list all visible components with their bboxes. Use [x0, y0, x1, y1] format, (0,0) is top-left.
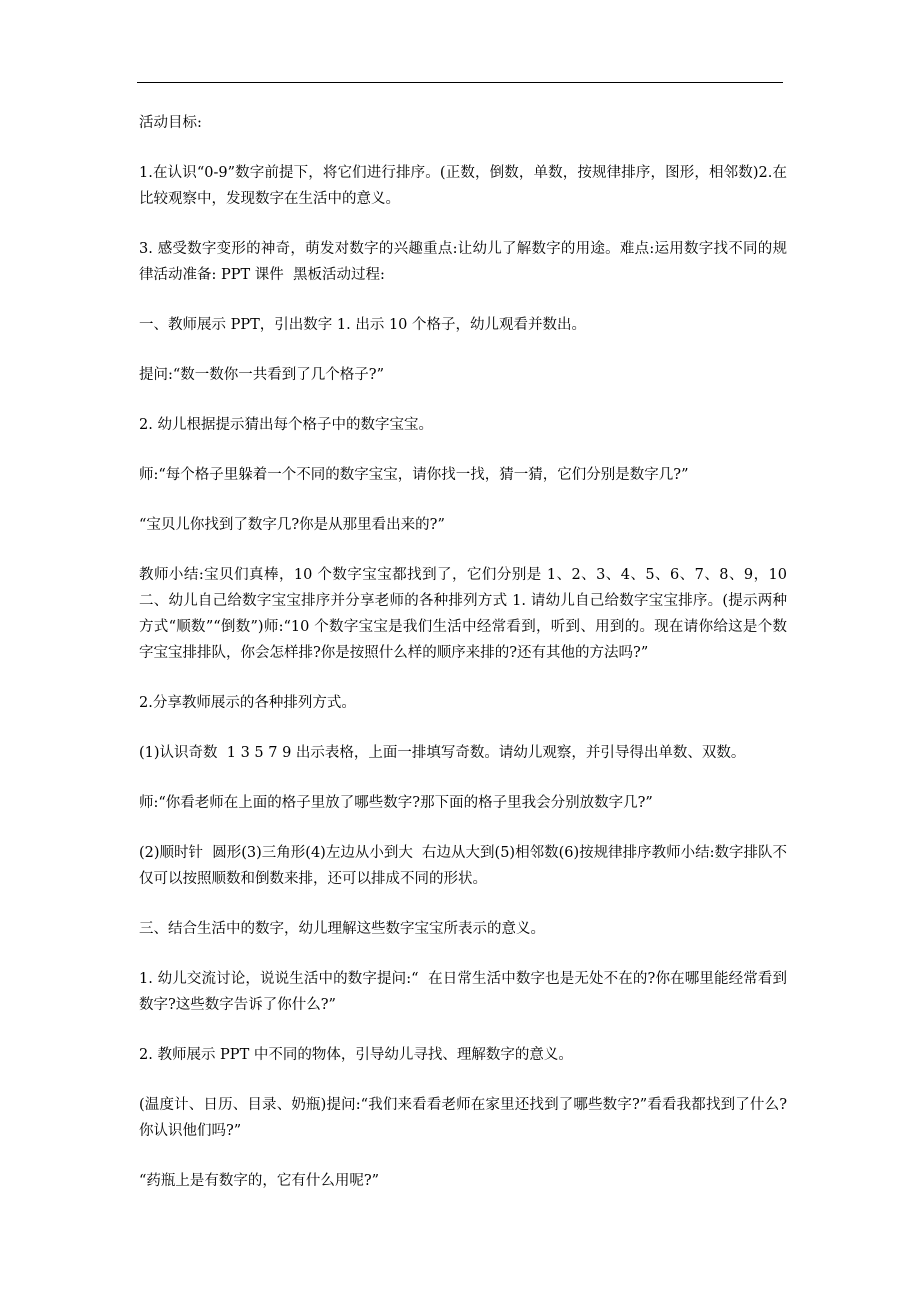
paragraph-step-3: 三、结合生活中的数字，幼儿理解这些数字宝宝所表示的意义。: [139, 921, 545, 937]
paragraph-teacher-prompt: 师:“每个格子里躲着一个不同的数字宝宝，请你找一找，猜一猜，它们分别是数字几?”: [139, 467, 689, 483]
paragraph-goal-1-2: 1.在认识“0-9”数字前提下，将它们进行排序。(正数，倒数，单数，按规律排序，图形，相邻数)2.在比较观察中，发现数字在生活中的意义。: [139, 165, 787, 207]
paragraph-step-1: 一、教师展示 PPT，引出数字 1. 出示 10 个格子，幼儿观看并数出。: [139, 317, 587, 333]
paragraph-teacher-summary-step-2: 教师小结:宝贝们真棒，10 个数字宝宝都找到了，它们分别是 1、2、3、4、5、6、7、8、9，10 二、幼儿自己给数字宝宝排序并分享老师的各种排列方式 1. 请幼儿自己给数字宝宝排序。(提示两种方式“顺数”“倒数”)师:“10 个数字宝宝是我们生活中经常看到，听到、用到的。现在请你给这是个数字宝宝排排队，你会怎样排?你是按照什么样的顺序来排的?还有其他的方法吗?”: [139, 567, 792, 661]
paragraph-teacher-grid-question: 师:“你看老师在上面的格子里放了哪些数字?那下面的格子里我会分别放数字几?”: [139, 795, 653, 811]
paragraph-discussion: 1. 幼儿交流讨论，说说生活中的数字提问:“ 在日常生活中数字也是无处不在的?你在哪里能经常看到数字?这些数字告诉了你什么?”: [139, 971, 787, 1013]
paragraph-medicine-bottle: “药瓶上是有数字的，它有什么用呢?”: [139, 1173, 380, 1189]
paragraph-where-found: “宝贝儿你找到了数字几?你是从那里看出来的?”: [139, 517, 445, 533]
header-rule: [137, 82, 783, 83]
paragraph-share-arrangements: 2.分享教师展示的各种排列方式。: [139, 695, 356, 711]
paragraph-activity-goals-heading: 活动目标:: [139, 115, 202, 131]
paragraph-shapes-summary: (2)顺时针 圆形(3)三角形(4)左边从小到大 右边从大到(5)相邻数(6)按规律排序教师小结:数字排队不仅可以按照顺数和倒数来排，还可以排成不同的形状。: [139, 845, 788, 887]
paragraph-question-count-grids: 提问:“数一数你一共看到了几个格子?”: [139, 367, 384, 383]
paragraph-ppt-objects: 2. 教师展示 PPT 中不同的物体，引导幼儿寻找、理解数字的意义。: [139, 1047, 573, 1063]
paragraph-odd-numbers: (1)认识奇数 1 3 5 7 9 出示表格，上面一排填写奇数。请幼儿观察，并引导得出单数、双数。: [139, 745, 746, 761]
paragraph-household-numbers: (温度计、日历、目录、奶瓶)提问:“我们来看看老师在家里还找到了哪些数字?”看看我都找到了什么?你认识他们吗?”: [139, 1097, 787, 1139]
document-body: [139, 110, 792, 1218]
paragraph-guess-numbers: 2. 幼儿根据提示猜出每个格子中的数字宝宝。: [139, 417, 433, 433]
paragraph-goal-3-preparation: 3. 感受数字变形的神奇，萌发对数字的兴趣重点:让幼儿了解数字的用途。难点:运用数字找不同的规律活动准备: PPT 课件 黑板活动过程:: [139, 241, 787, 283]
